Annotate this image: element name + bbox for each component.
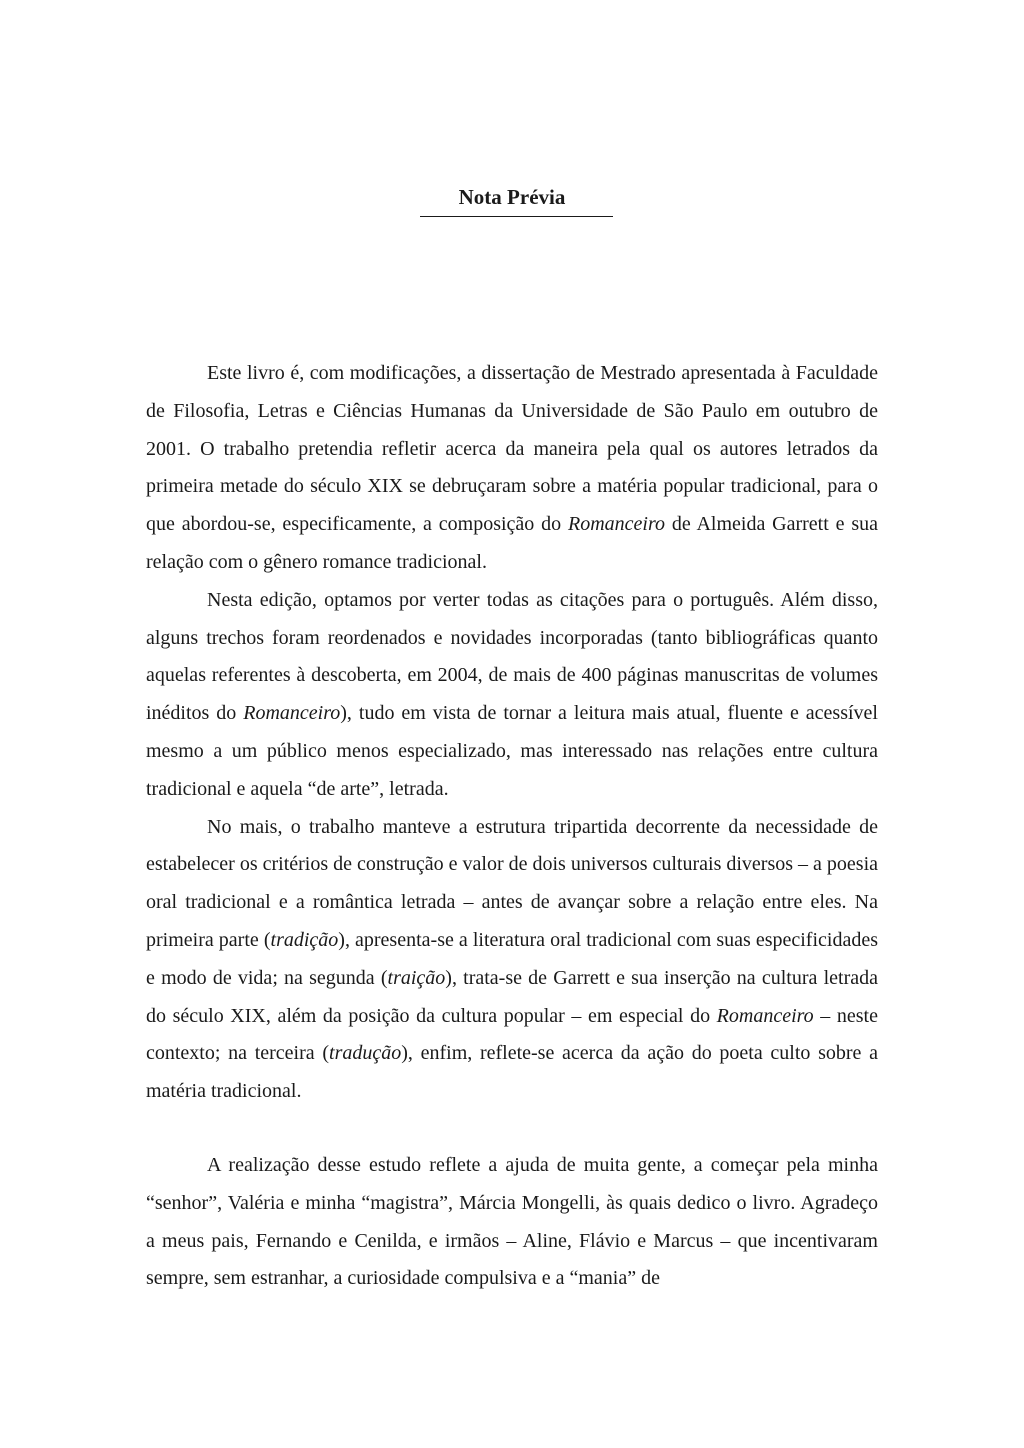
paragraph-text: A realização desse estudo reflete a ajuda de muita gente, a começar pela minha “senhor”, Valéria e minha “magistra”, Márcia Mongelli, às quais dedico o livro. Agradeço a meus pais, Fernando e Cenilda, e irmãos – Aline, Flávio e Marcus – que incentivaram sempre, sem estranhar, a curiosidade compulsiva e a “mania” de bbox=[146, 1154, 878, 1290]
italic-term-text: tradução bbox=[329, 1042, 402, 1065]
italic-term-text: tradição bbox=[270, 928, 339, 951]
paragraph-structure bbox=[146, 809, 878, 1111]
paragraph-intro bbox=[146, 355, 878, 582]
paragraph-text: ), apresenta-se a literatura oral tradicional com suas especificidades e modo de vida; na segunda ( bbox=[146, 928, 878, 989]
paragraph-text: ), tudo em vista de tornar a leitura mais atual, fluente e acessível mesmo a um público menos especializado, mas interessado nas relações entre cultura tradicional e aquela “de arte”, letrada. bbox=[146, 702, 878, 800]
paragraph-edition bbox=[146, 582, 878, 809]
italic-title-text: Romanceiro bbox=[243, 702, 341, 725]
paragraph-acknowledgements bbox=[146, 1147, 878, 1298]
acknowledgements-text-block bbox=[146, 1147, 878, 1298]
main-text-block bbox=[146, 355, 878, 1111]
italic-term-text: traição bbox=[387, 966, 446, 989]
paragraph-text: ), enfim, reflete-se acerca da ação do poeta culto sobre a matéria tradicional. bbox=[146, 1042, 878, 1103]
paragraph-text: ), trata-se de Garrett e sua inserção na cultura letrada do século XIX, além da posição da cultura popular – em especial do bbox=[146, 966, 878, 1027]
paragraph-text: Este livro é, com modificações, a dissertação de Mestrado apresentada à Faculdade de Filosofia, Letras e Ciências Humanas da Universidade de São Paulo em outubro de 2001. O trabalho pretendia refletir acerca da maneira pela qual os autores letrados da primeira metade do século XIX se debruçaram sobre a matéria popular tradicional, para o que abordou-se, especificamente, a composição do bbox=[146, 362, 878, 536]
italic-title-text: Romanceiro bbox=[716, 1004, 814, 1027]
paragraph-text: Nesta edição, optamos por verter todas as citações para o português. Além disso, alguns trechos foram reordenados e novidades incorporadas (tanto bibliográficas quanto aquelas referentes à descoberta, em 2004, de mais de 400 páginas manuscritas de volumes inéditos do bbox=[146, 588, 878, 725]
paragraph-text: No mais, o trabalho manteve a estrutura tripartida decorrente da necessidade de estabelecer os critérios de construção e valor de dois universos culturais diversos – a poesia oral tradicional e a romântica letrada – antes de avançar sobre a relação entre eles. Na primeira parte ( bbox=[146, 815, 878, 951]
paragraph-text: de Almeida Garrett e sua relação com o gênero romance tradicional. bbox=[146, 513, 878, 573]
title-underline bbox=[420, 216, 613, 217]
page-title: Nota Prévia bbox=[458, 185, 566, 209]
paragraph-text: – neste contexto; na terceira ( bbox=[146, 1004, 878, 1065]
italic-title-text: Romanceiro bbox=[567, 513, 665, 536]
